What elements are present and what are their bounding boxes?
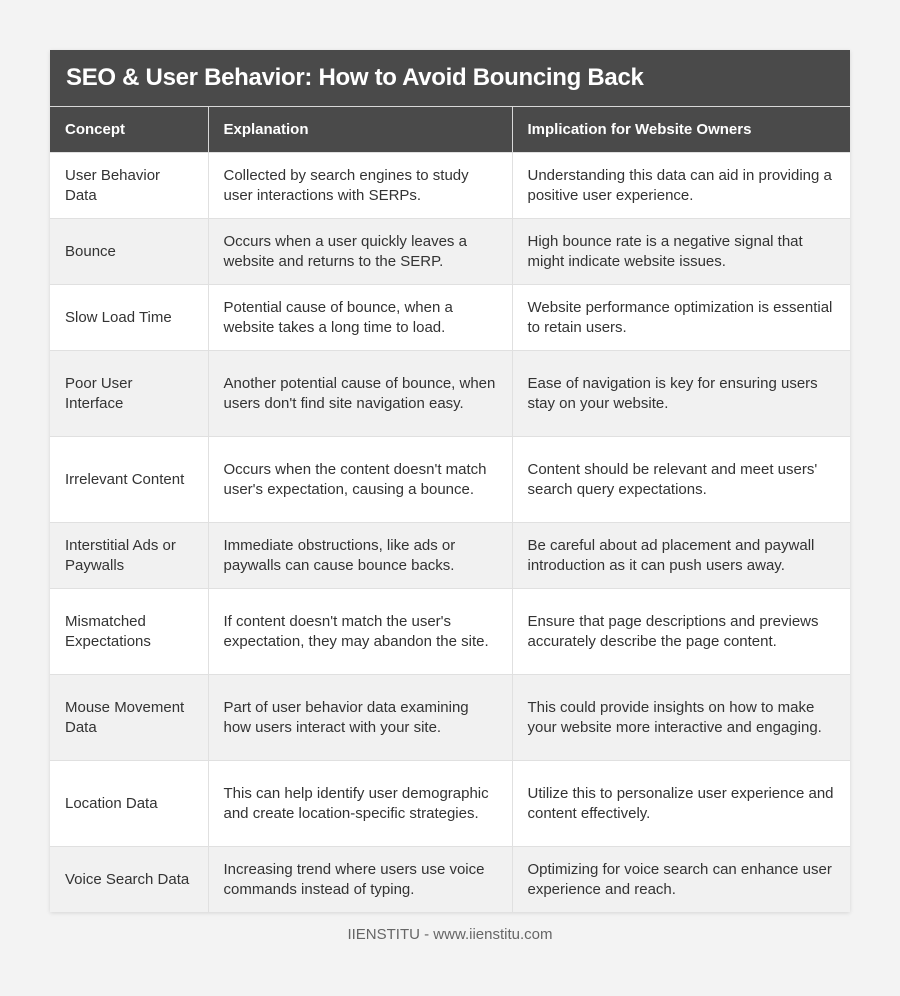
table-row <box>50 675 850 761</box>
concept-cell: Location Data <box>50 761 208 847</box>
column-header-concept: Concept <box>50 107 208 153</box>
explanation-cell: Potential cause of bounce, when a website takes a long time to load. <box>208 285 512 351</box>
implication-cell: Optimizing for voice search can enhance user experience and reach. <box>512 847 850 913</box>
implication-cell: Utilize this to personalize user experience and content effectively. <box>512 761 850 847</box>
table-header-row <box>50 107 850 153</box>
implication-cell: Understanding this data can aid in providing a positive user experience. <box>512 153 850 219</box>
concept-cell: User Behavior Data <box>50 153 208 219</box>
table-row <box>50 761 850 847</box>
concept-cell: Voice Search Data <box>50 847 208 913</box>
implication-cell: Be careful about ad placement and paywall introduction as it can push users away. <box>512 523 850 589</box>
table-card <box>50 50 850 912</box>
table-row <box>50 153 850 219</box>
footer-credit: IIENSTITU - www.iienstitu.com <box>347 926 553 943</box>
explanation-cell: If content doesn't match the user's expectation, they may abandon the site. <box>208 589 512 675</box>
implication-cell: Website performance optimization is essential to retain users. <box>512 285 850 351</box>
concepts-table <box>50 107 850 912</box>
table-row <box>50 219 850 285</box>
concept-cell: Irrelevant Content <box>50 437 208 523</box>
table-row <box>50 589 850 675</box>
column-header-explanation: Explanation <box>208 107 512 153</box>
explanation-cell: Another potential cause of bounce, when users don't find site navigation easy. <box>208 351 512 437</box>
implication-cell: This could provide insights on how to make your website more interactive and engaging. <box>512 675 850 761</box>
concept-cell: Mouse Movement Data <box>50 675 208 761</box>
explanation-cell: Occurs when the content doesn't match user's expectation, causing a bounce. <box>208 437 512 523</box>
table-row <box>50 351 850 437</box>
concept-cell: Mismatched Expectations <box>50 589 208 675</box>
concept-cell: Interstitial Ads or Paywalls <box>50 523 208 589</box>
explanation-cell: Collected by search engines to study user interactions with SERPs. <box>208 153 512 219</box>
table-row <box>50 437 850 523</box>
implication-cell: Ease of navigation is key for ensuring users stay on your website. <box>512 351 850 437</box>
concept-cell: Bounce <box>50 219 208 285</box>
table-row <box>50 285 850 351</box>
implication-cell: Content should be relevant and meet users' search query expectations. <box>512 437 850 523</box>
implication-cell: High bounce rate is a negative signal that might indicate website issues. <box>512 219 850 285</box>
table-row <box>50 523 850 589</box>
explanation-cell: Occurs when a user quickly leaves a website and returns to the SERP. <box>208 219 512 285</box>
explanation-cell: This can help identify user demographic and create location-specific strategies. <box>208 761 512 847</box>
page-title: SEO & User Behavior: How to Avoid Bouncing Back <box>50 50 850 107</box>
implication-cell: Ensure that page descriptions and previews accurately describe the page content. <box>512 589 850 675</box>
explanation-cell: Increasing trend where users use voice commands instead of typing. <box>208 847 512 913</box>
explanation-cell: Part of user behavior data examining how users interact with your site. <box>208 675 512 761</box>
column-header-implication: Implication for Website Owners <box>512 107 850 153</box>
explanation-cell: Immediate obstructions, like ads or paywalls can cause bounce backs. <box>208 523 512 589</box>
table-row <box>50 847 850 913</box>
concept-cell: Poor User Interface <box>50 351 208 437</box>
concept-cell: Slow Load Time <box>50 285 208 351</box>
